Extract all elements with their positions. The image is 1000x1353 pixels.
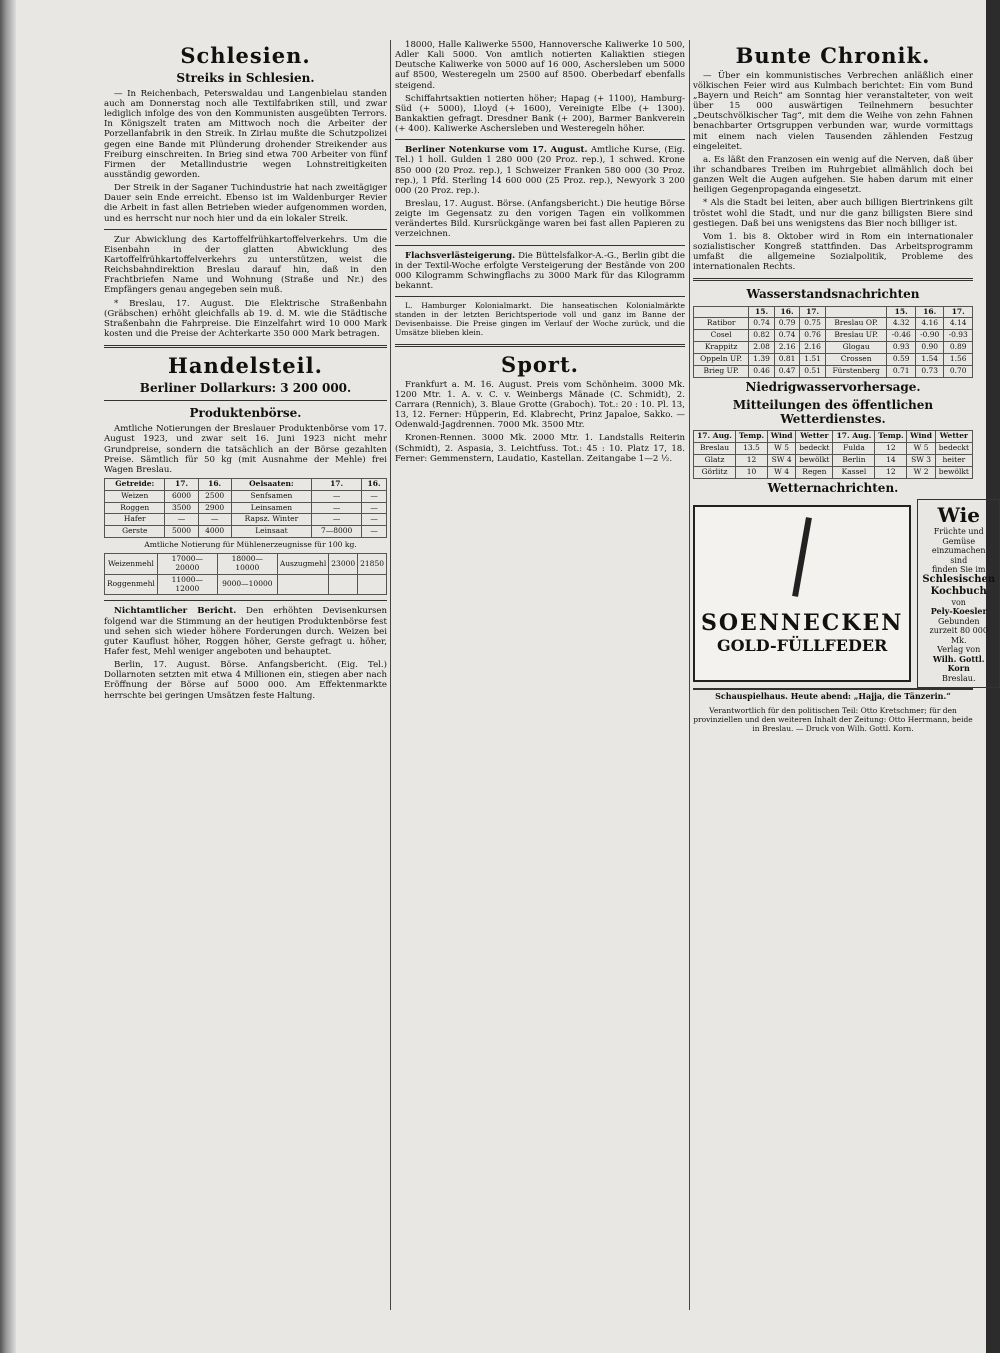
table-cell: W 4: [767, 466, 795, 478]
table-cell: —: [362, 490, 387, 502]
weather-table: [693, 430, 973, 478]
table-cell: bedeckt: [935, 442, 972, 454]
water-level-table: [693, 306, 973, 378]
table-cell: Brieg UP.: [694, 365, 749, 377]
table-cell: bewölkt: [796, 454, 833, 466]
article-paragraph: * Breslau, 17. August. Die Elektrische Straßenbahn (Gräbschen) erhöht gleichfalls ab 19. d. M. wie die Städtische Straßenbahn die Fahrpreise. Die Einzelfahrt wird 10 000 Mark kosten und die Preise der Achterkarte 350 000 Mark betragen.: [104, 298, 387, 340]
ad-line: Wilh. Gottl. Korn: [932, 653, 985, 674]
table-title: Mitteilungen des öffentlichen Wetterdienstes.: [732, 397, 934, 426]
table-caption: Amtliche Notierung für Mühlenerzeugnisse für 100 kg.: [144, 540, 357, 550]
table-header: 17.: [165, 478, 198, 490]
table-cell: 2.16: [774, 342, 800, 354]
table-cell: 0.47: [774, 365, 800, 377]
cookbook-advertisement: [917, 499, 1000, 688]
table-header: Getreide:: [105, 478, 165, 490]
table-cell: 1.56: [944, 353, 973, 365]
table-cell: SW 4: [767, 454, 795, 466]
table-cell: —: [312, 514, 362, 526]
ad-line: Breslau.: [941, 673, 976, 683]
table-header: Wind: [767, 431, 795, 443]
ad-line: Verlag von: [937, 645, 981, 655]
table-header: Wetter: [935, 431, 972, 443]
table-cell: 13.5: [735, 442, 767, 454]
table-cell: Kassel: [833, 466, 875, 478]
table-cell: 0.79: [774, 318, 800, 330]
table-cell: 0.89: [944, 342, 973, 354]
table-cell: Oppeln UP.: [694, 353, 749, 365]
table-cell: —: [312, 490, 362, 502]
table-cell: Cosel: [694, 330, 749, 342]
dollar-rate: Berliner Dollarkurs: 3 200 000.: [139, 380, 352, 395]
article-paragraph: [395, 145, 685, 196]
table-cell: 4.32: [887, 318, 915, 330]
table-cell: -0.93: [944, 330, 973, 342]
table-cell: 0.51: [800, 365, 826, 377]
section-title: Sport.: [501, 351, 579, 377]
table-cell: 21850: [358, 554, 387, 575]
column-right: [693, 40, 996, 1310]
table-cell: 18000—10000: [217, 554, 277, 575]
ad-line: von: [951, 598, 966, 608]
table-cell: Weizenmehl: [105, 554, 158, 575]
report-label: Flachsverlästeigerung.: [405, 250, 516, 261]
table-cell: 1.39: [749, 353, 775, 365]
table-cell: [358, 574, 387, 595]
divider: [104, 600, 387, 601]
report-text: Amtliche Kurse, (Eig. Tel.) 1 holl. Gulden 1 280 000 (20 Proz. rep.), 1 schwed. Krone 850 000 (20 Proz. rep.), 1 Schweizer Franken 580 000 (30 Proz. rep.), 1 Pfd. Sterling 14 600 000 (25 Proz. rep.), Newyork 3 200 000 (20 Proz. rep.).: [395, 145, 685, 196]
article-headline: Produktenbörse.: [189, 406, 302, 421]
table-title: Wetternachrichten.: [767, 480, 899, 495]
report-label: Berliner Notenkurse vom 17. August.: [405, 145, 588, 156]
table-cell: [329, 574, 358, 595]
theater-notice: Schauspielhaus. Heute abend: „Hajja, die Tänzerin.“: [693, 688, 973, 703]
table-cell: Glogau: [825, 342, 887, 354]
divider: [104, 229, 387, 230]
table-cell: Breslau: [694, 442, 736, 454]
divider: [395, 296, 685, 297]
table-cell: Breslau OP.: [825, 318, 887, 330]
article-paragraph: 18000, Halle Kaliwerke 5500, Hannoversche Kaliwerke 10 500, Adler Kali 5000. Von amtlich notierten Kaliaktien stiegen Deutsche Kaliwerke von 5000 auf 16 000, Aschersleben um 5000 auf 8500, Westeregeln um 2500 auf 8500. Oberbedarf ebenfalls steigend.: [395, 40, 685, 91]
table-cell: 2500: [198, 490, 231, 502]
article-paragraph: — In Reichenbach, Peterswaldau und Langenbielau standen auch am Donnerstag noch alle Textilfabriken still, und zwar lediglich infolge des von den Kommunisten ausgeübten Terrors. In Königszelt traten am Mittwoch noch die Arbeiter der Porzellanfabrik in den Streik. In Zirlau mußte die Schutzpolizei gegen eine Bande mit Plünderung drohender Streikender aus Freiburg einschreiten. In Brieg sind etwa 700 Arbeiter von fünf Firmen der Metallindustrie wegen Lohnstreitigkeiten ausständig geworden.: [104, 88, 387, 181]
article-paragraph: Breslau, 17. August. Börse. (Anfangsbericht.) Die heutige Börse zeigte im Gegensatz zu den vorigen Tagen ein vollkommen verändertes Bild. Kursrückgänge waren bei fast allen Papieren zu verzeichnen.: [395, 198, 685, 240]
table-cell: 14: [875, 454, 907, 466]
table-cell: Regen: [796, 466, 833, 478]
table-cell: 2900: [198, 502, 231, 514]
table-row: [105, 514, 387, 526]
table-cell: 12: [875, 442, 907, 454]
article-paragraph: * Als die Stadt bei leiten, aber auch billigen Biertrinkens gilt tröstet wohl die Stadt, und nur die ganz billigsten Biere sind gestiegen. Daß bei uns wenigstens das Bier noch billiger ist.: [693, 198, 973, 229]
table-cell: Fulda: [833, 442, 875, 454]
table-cell: Hafer: [105, 514, 165, 526]
table-cell: 0.74: [774, 330, 800, 342]
imprint: Verantwortlich für den politischen Teil: Otto Kretschmer; für den provinziellen und den weiteren Inhalt der Zeitung: Otto Herrmann, beide in Breslau. — Druck von Wilh. Gottl. Korn.: [693, 706, 973, 734]
table-row: [694, 365, 973, 377]
table-cell: 12: [875, 466, 907, 478]
section-title: Handelsteil.: [168, 353, 323, 379]
table-cell: bewölkt: [935, 466, 972, 478]
table-header: [694, 306, 749, 318]
column-left: [104, 40, 387, 1310]
article-paragraph: — Über ein kommunistisches Verbrechen anläßlich einer völkischen Feier wird aus Kulmbach berichtet: Ein vom Bund „Bayern und Reich“ am Sonntag hier veranstalteter, von weit über 15 000 auswärtigen Teilnehmern besuchter „Deutschvölkischer Tag“, mit dem die Weihe von zehn Fahnen benachbarter Ortsgruppen verbunden war, wurde vormittags mit einem nach vielen Tausenden zählenden Festzug eingeleitet.: [693, 70, 973, 152]
grain-price-table: [104, 478, 387, 538]
ad-row: [693, 499, 996, 688]
table-cell: Görlitz: [694, 466, 736, 478]
table-cell: Rapsz. Winter: [231, 514, 311, 526]
table-cell: 0.76: [800, 330, 826, 342]
table-cell: 4.14: [944, 318, 973, 330]
table-cell: —: [312, 502, 362, 514]
table-cell: 0.73: [915, 365, 943, 377]
table-cell: Leinsamen: [231, 502, 311, 514]
table-cell: —: [198, 514, 231, 526]
table-cell: Senfsamen: [231, 490, 311, 502]
table-cell: 0.75: [800, 318, 826, 330]
table-cell: 9000—10000: [217, 574, 277, 595]
table-header: 15.: [887, 306, 915, 318]
fountain-pen-icon: [782, 517, 822, 607]
table-cell: [277, 574, 328, 595]
article-paragraph: Zur Abwicklung des Kartoffelfrühkartoffelverkehrs. Um die Eisenbahn in der glatten Abwicklung des Kartoffelfrühkartoffelverkehrs zu unterstützen, weist die Reichsbahndirektion Breslau darauf hin, daß in den Frachtbriefen Name und Wohnung (Straße und Nr.) des Empfängers genau angegeben sein muß.: [104, 234, 387, 296]
section-title: Schlesien.: [180, 43, 311, 68]
table-cell: Roggenmehl: [105, 574, 158, 595]
article-paragraph: [395, 251, 685, 292]
table-cell: 4.16: [915, 318, 943, 330]
table-cell: 0.46: [749, 365, 775, 377]
ad-line: Gebunden: [937, 616, 980, 626]
table-cell: 0.81: [774, 353, 800, 365]
table-cell: —: [362, 514, 387, 526]
table-cell: Fürstenberg: [825, 365, 887, 377]
table-row: [105, 554, 387, 575]
pen-advertisement: [693, 505, 911, 682]
table-header: 17.: [944, 306, 973, 318]
table-cell: Auszugmehl: [277, 554, 328, 575]
table-header: 16.: [915, 306, 943, 318]
ad-line: Pely-Koesler: [930, 606, 987, 617]
divider: [104, 345, 387, 348]
table-cell: SW 3: [907, 454, 935, 466]
report-text: Die Büttelsfalkor-A.-G., Berlin gibt die in der Textil-Woche erfolgte Versteigerung der Bestände von 200 000 Kilogramm Schwingflachs zu 3000 Mark für das Kilogramm bekannt.: [395, 250, 685, 291]
report-text: Den erhöhten Devisenkursen folgend war die Stimmung an der heutigen Produktenbörse fest und sehen sich wieder höhere Forderungen durch. Weizen bei guter Kauflust höher, Roggen höher, Gerste gefragt u. höher, Hafer fest, Mehl weniger angeboten und behauptet.: [104, 606, 387, 658]
divider: [395, 245, 685, 246]
column-rule: [390, 40, 391, 1310]
table-cell: Leinsaat: [231, 526, 311, 538]
table-row: [694, 342, 973, 354]
ad-line: zurzeit 80 000 Mk.: [929, 626, 988, 645]
table-cell: —: [362, 526, 387, 538]
article-paragraph: Der Streik in der Saganer Tuchindustrie hat nach zweitägiger Dauer sein Ende erreicht. Ebenso ist im Waldenburger Revier die Arbeit in fast allen Betrieben wieder aufgenommen worden, und es herrscht nur noch hier und da ein lokaler Streik.: [104, 183, 387, 224]
table-cell: -0.46: [887, 330, 915, 342]
table-row: [694, 318, 973, 330]
table-cell: 12: [735, 454, 767, 466]
column-middle: [395, 40, 685, 1310]
ad-line: finden Sie im: [931, 565, 986, 574]
table-cell: Weizen: [105, 490, 165, 502]
table-cell: 0.70: [944, 365, 973, 377]
article-paragraph: Berlin, 17. August. Börse. Anfangsbericht. (Eig. Tel.) Dollarnoten setzten mit etwa 4 Millionen ein, stiegen aber nach Eröffnung der Börse auf 5000 000. Am Effektenmarkte herrschte bei geringen Umsätzen feste Haltung.: [104, 660, 387, 701]
table-row: [694, 330, 973, 342]
table-cell: —: [362, 502, 387, 514]
table-cell: 10: [735, 466, 767, 478]
article-paragraph: Schiffahrtsaktien notierten höher; Hapag (+ 1100), Hamburg-Süd (+ 5000), Lloyd (+ 1600), Vereinigte Elbe (+ 1300). Bankaktien gefragt. Dresdner Bank (+ 200), Barmer Bankverein (+ 400). Kaliwerke Aschersleben und Westeregeln höher.: [395, 93, 685, 135]
table-cell: Roggen: [105, 502, 165, 514]
table-header: 15.: [749, 306, 775, 318]
table-cell: 23000: [329, 554, 358, 575]
table-cell: 2.16: [800, 342, 826, 354]
table-cell: 0.90: [915, 342, 943, 354]
table-cell: Breslau UP.: [825, 330, 887, 342]
article-paragraph: Kronen-Rennen. 3000 Mk. 2000 Mtr. 1. Landstalls Reiterin (Schmidt), 2. Aspasia, 3. Leichtfuss. Tot.: 45 : 10. Platz 17, 18. Ferner: Gemmenstern, Laudatio, Kastellan. Zeitangabe 1—2 ½.: [395, 433, 685, 464]
flour-price-table: [104, 553, 387, 595]
table-row: [694, 454, 973, 466]
table-cell: 6000: [165, 490, 198, 502]
table-row: [105, 574, 387, 595]
table-header: 17. Aug.: [694, 431, 736, 443]
table-cell: 0.71: [887, 365, 915, 377]
table-cell: 1.51: [800, 353, 826, 365]
table-header: 16.: [198, 478, 231, 490]
table-title: Wasserstandsnachrichten: [746, 287, 920, 302]
divider: [395, 139, 685, 140]
table-row: [694, 353, 973, 365]
table-cell: Gerste: [105, 526, 165, 538]
table-row: [694, 466, 973, 478]
article-paragraph: Frankfurt a. M. 16. August. Preis vom Schönheim. 3000 Mk. 1200 Mtr. 1. A. v. C. v. Weinbergs Mänade (C. Schmidt), 2. Carrara (Rennich), 3. Blaue Grotte (Graboch). Tot.: 20 : 10. Pl. 13, 13, 12. Ferner: Hüpperin, Ed. Klabrecht, Prinz Japaloe, Sakko. — Odenwald-Jagdrennen. 7000 Mk. 3500 Mtr.: [395, 379, 685, 431]
table-cell: W 5: [767, 442, 795, 454]
table-header: Wind: [907, 431, 935, 443]
article-paragraph: a. Es läßt den Franzosen ein wenig auf die Nerven, daß über ihr schandbares Treiben im Ruhrgebiet allmählich doch bei ganzen Welt die Augen aufgehen. Sie haben darum mit einer heiligen Gegenpropaganda eingesetzt.: [693, 154, 973, 196]
table-row: [105, 502, 387, 514]
table-cell: heiter: [935, 454, 972, 466]
table-header: 17.: [800, 306, 826, 318]
article-paragraph: Amtliche Notierungen der Breslauer Produktenbörse vom 17. August 1923, und zwar seit 16. Juni 1923 nicht mehr Grundpreise, sondern die tatsächlich an der Börse gezahlten Preise. Sämtlich für 50 kg (mit Ausnahme der Mehle) frei Wagen Breslau.: [104, 424, 387, 475]
column-rule: [689, 40, 690, 1310]
article-paragraph: [104, 606, 387, 657]
ad-product: GOLD-FÜLLFEDER: [716, 635, 888, 655]
binding-spine: [0, 0, 16, 1353]
table-cell: Glatz: [694, 454, 736, 466]
table-cell: 0.74: [749, 318, 775, 330]
table-cell: Berlin: [833, 454, 875, 466]
section-title: Bunte Chronik.: [735, 43, 931, 68]
table-header: [825, 306, 887, 318]
table-cell: Krappitz: [694, 342, 749, 354]
table-cell: W 5: [907, 442, 935, 454]
table-cell: Ratibor: [694, 318, 749, 330]
table-header: 17.: [312, 478, 362, 490]
table-row: [694, 442, 973, 454]
table-row: [105, 490, 387, 502]
table-cell: 5000: [165, 526, 198, 538]
divider: [104, 400, 387, 401]
table-cell: -0.90: [915, 330, 943, 342]
article-headline: Streiks in Schlesien.: [176, 70, 315, 85]
table-cell: 3500: [165, 502, 198, 514]
table-cell: 0.59: [887, 353, 915, 365]
table-cell: 11000—12000: [157, 574, 217, 595]
divider: [395, 344, 685, 347]
ad-brand: SOENNECKEN: [701, 609, 904, 636]
table-cell: 17000—20000: [157, 554, 217, 575]
article-paragraph: Vom 1. bis 8. Oktober wird in Rom ein internationaler sozialistischer Kongreß stattfinden. Das Arbeitsprogramm umfaßt die allgemeine Sozialpolitik, Probleme des internationalen Rechts.: [693, 231, 973, 273]
report-label: Nichtamtlicher Bericht.: [114, 606, 237, 617]
table-header: Temp.: [875, 431, 907, 443]
table-cell: 7—8000: [312, 526, 362, 538]
table-row: [105, 526, 387, 538]
divider: [693, 278, 973, 281]
table-header: 16.: [774, 306, 800, 318]
table-cell: —: [165, 514, 198, 526]
table-cell: 2.08: [749, 342, 775, 354]
table-cell: 0.93: [887, 342, 915, 354]
table-cell: bedeckt: [796, 442, 833, 454]
article-paragraph: L. Hamburger Kolonialmarkt. Die hanseatischen Kolonialmärkte standen in der letzten Berichtsperiode voll und ganz im Banne der Devisenbaisse. Die Preise gingen im Verlauf der Woche zurück, und die Umsätze blieben klein.: [395, 301, 685, 337]
ad-headline: Wie: [937, 502, 980, 527]
table-header: 17. Aug.: [833, 431, 875, 443]
table-title: Niedrigwasservorhersage.: [745, 379, 921, 394]
ad-line: Früchte und Gemüse einzumachen sind: [931, 527, 986, 565]
table-cell: 1.54: [915, 353, 943, 365]
ad-line: Schlesischen Kochbuch: [922, 574, 996, 598]
table-cell: Crossen: [825, 353, 887, 365]
table-header: Oelsaaten:: [231, 478, 311, 490]
table-header: Wetter: [796, 431, 833, 443]
table-cell: 4000: [198, 526, 231, 538]
table-header: Temp.: [735, 431, 767, 443]
table-cell: 0.82: [749, 330, 775, 342]
table-header: 16.: [362, 478, 387, 490]
table-cell: W 2: [907, 466, 935, 478]
